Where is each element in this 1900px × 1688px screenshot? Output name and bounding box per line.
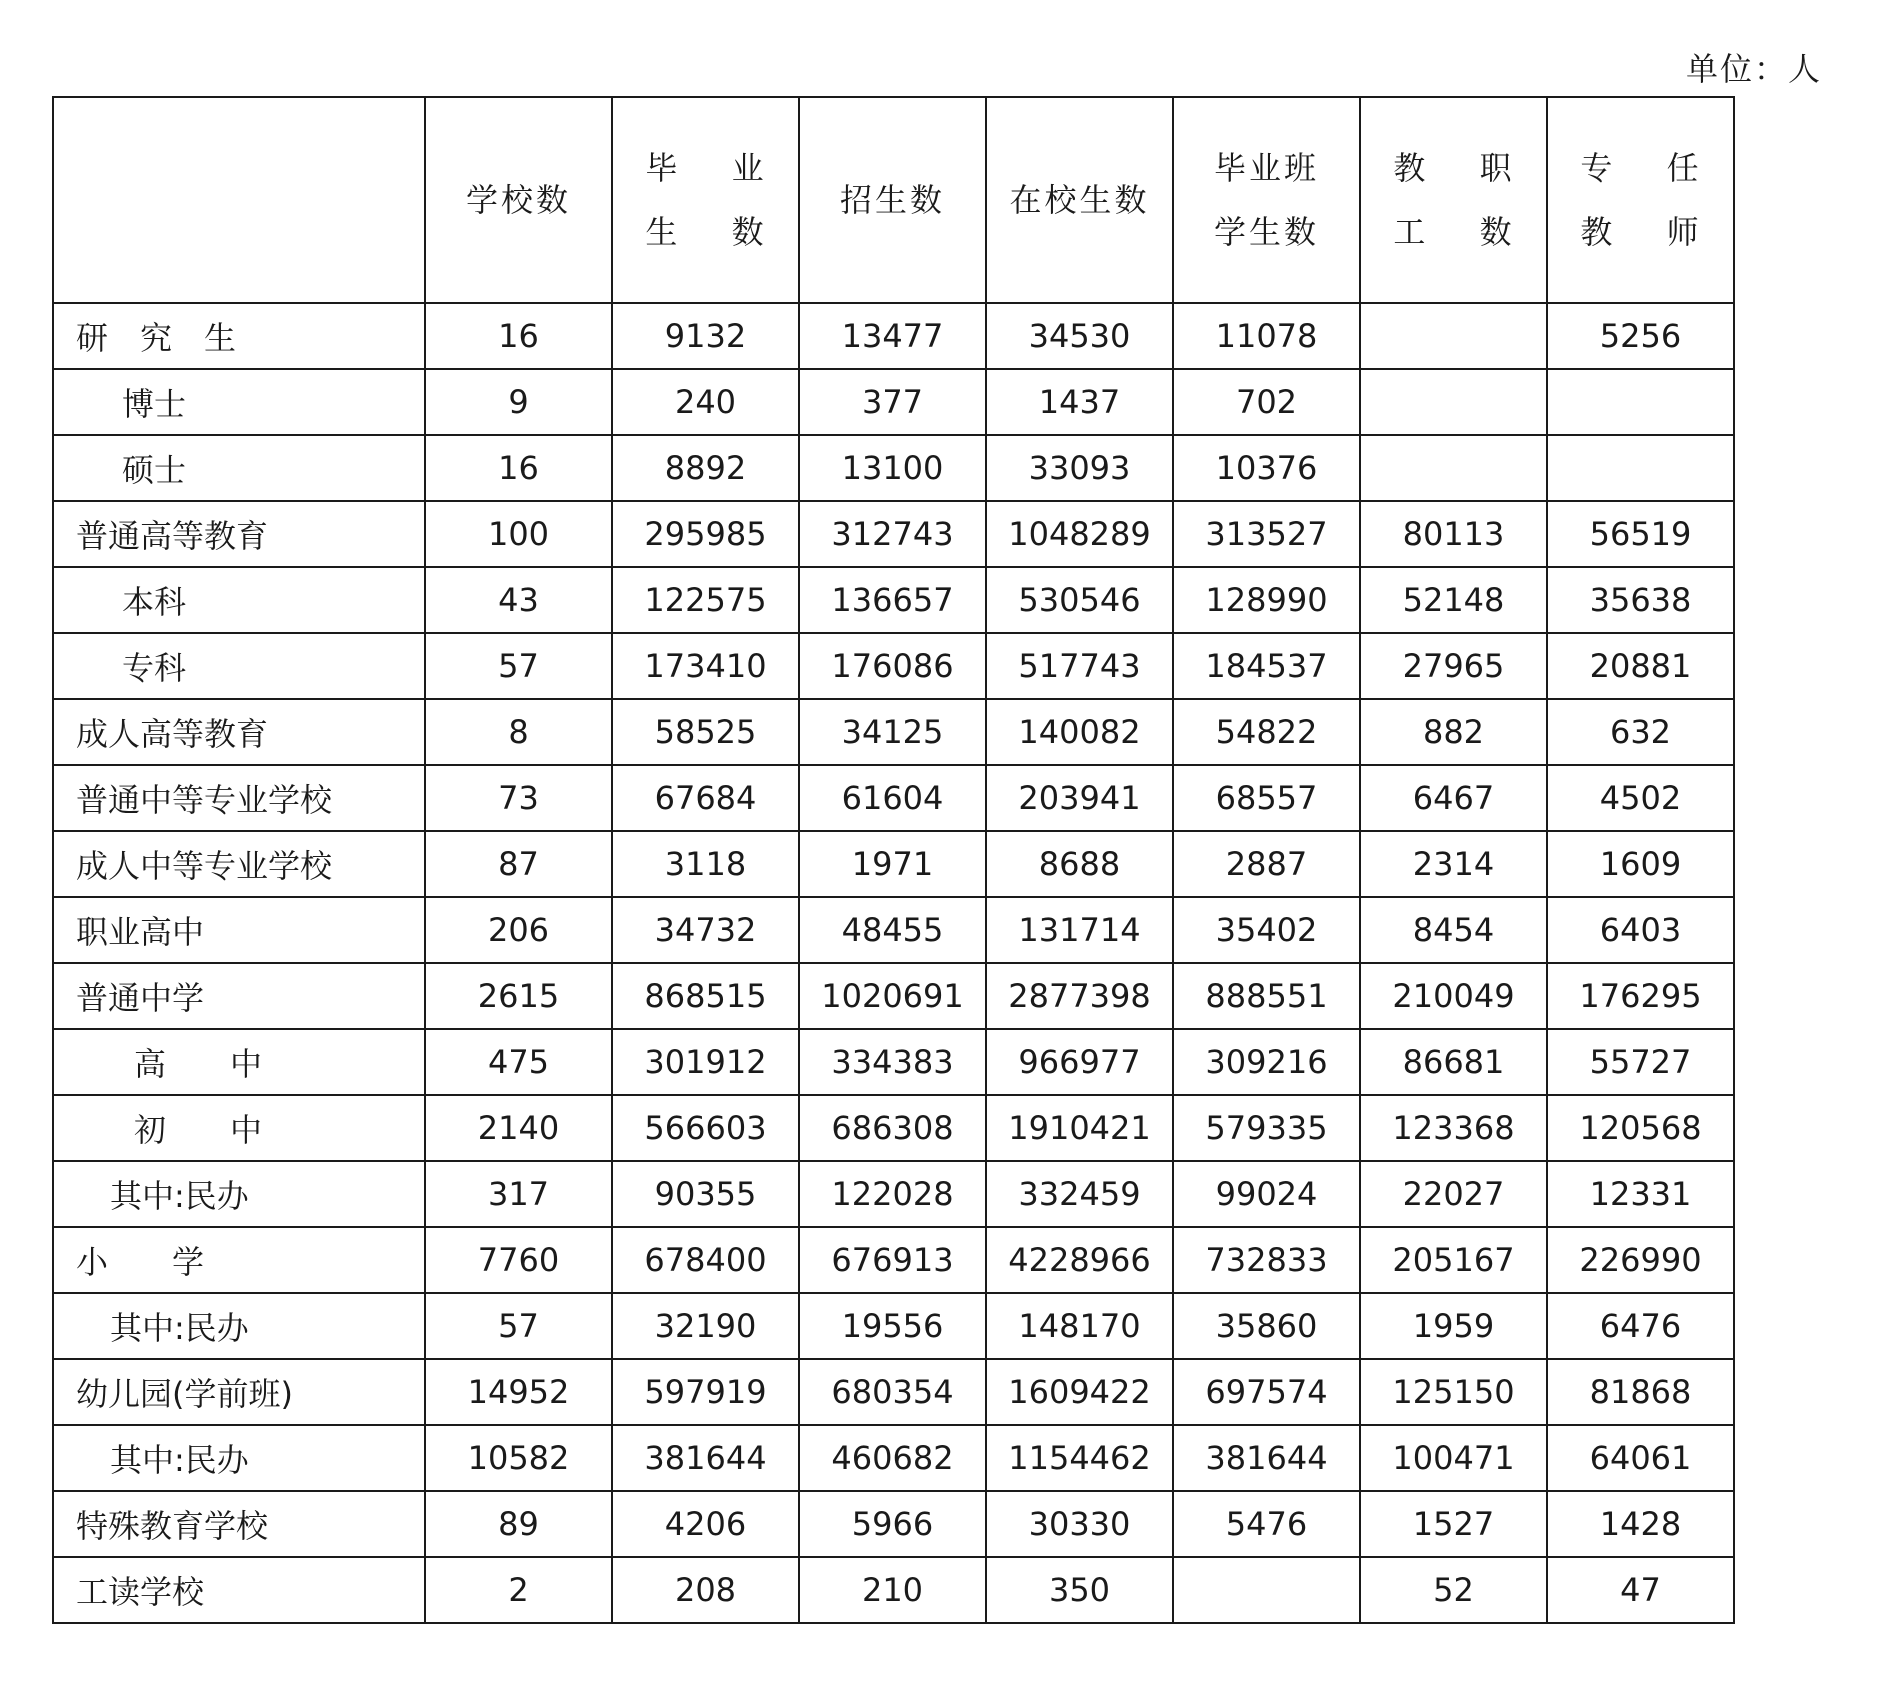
- table-cell: 6403: [1547, 897, 1734, 963]
- unit-label: 单位：人: [1685, 50, 1822, 88]
- table-cell: 8454: [1360, 897, 1547, 963]
- row-label: 研 究 生: [53, 303, 425, 369]
- table-cell: 6467: [1360, 765, 1547, 831]
- row-label: 其中:民办: [53, 1425, 425, 1491]
- table-cell: 2140: [425, 1095, 612, 1161]
- table-cell: 1020691: [799, 963, 986, 1029]
- table-cell: 966977: [986, 1029, 1173, 1095]
- table-cell: 205167: [1360, 1227, 1547, 1293]
- table-cell: 317: [425, 1161, 612, 1227]
- table-cell: 64061: [1547, 1425, 1734, 1491]
- table-cell: 566603: [612, 1095, 799, 1161]
- table-cell: 52: [1360, 1557, 1547, 1623]
- table-row: [53, 1161, 1734, 1227]
- table-cell: 35638: [1547, 567, 1734, 633]
- table-cell: 1609422: [986, 1359, 1173, 1425]
- table-cell: 61604: [799, 765, 986, 831]
- education-statistics-table: [52, 96, 1735, 1624]
- table-cell: 203941: [986, 765, 1173, 831]
- table-cell: 10582: [425, 1425, 612, 1491]
- table-cell: [1547, 369, 1734, 435]
- row-label: 成人高等教育: [53, 699, 425, 765]
- table-cell: 16: [425, 303, 612, 369]
- table-cell: 1971: [799, 831, 986, 897]
- row-label: 专科: [53, 633, 425, 699]
- row-label: 普通中学: [53, 963, 425, 1029]
- table-cell: 350: [986, 1557, 1173, 1623]
- table-cell: 14952: [425, 1359, 612, 1425]
- table-cell: 176086: [799, 633, 986, 699]
- table-cell: 54822: [1173, 699, 1360, 765]
- table-cell: 2887: [1173, 831, 1360, 897]
- header-graduating-class: 毕业班 学生数: [1173, 97, 1360, 303]
- row-label: 小 学: [53, 1227, 425, 1293]
- table-row: [53, 1557, 1734, 1623]
- table-row: [53, 1293, 1734, 1359]
- table-cell: 702: [1173, 369, 1360, 435]
- header-school-count: 学校数: [425, 97, 612, 303]
- table-row: [53, 1491, 1734, 1557]
- table-row: [53, 633, 1734, 699]
- table-cell: 173410: [612, 633, 799, 699]
- table-cell: 301912: [612, 1029, 799, 1095]
- table-cell: 68557: [1173, 765, 1360, 831]
- table-cell: 732833: [1173, 1227, 1360, 1293]
- table-cell: 123368: [1360, 1095, 1547, 1161]
- table-cell: 888551: [1173, 963, 1360, 1029]
- table-cell: 8: [425, 699, 612, 765]
- table-cell: 128990: [1173, 567, 1360, 633]
- table-cell: 90355: [612, 1161, 799, 1227]
- table-cell: 89: [425, 1491, 612, 1557]
- table-cell: 309216: [1173, 1029, 1360, 1095]
- table-cell: 19556: [799, 1293, 986, 1359]
- table-cell: 517743: [986, 633, 1173, 699]
- table-row: [53, 1029, 1734, 1095]
- table-cell: 6476: [1547, 1293, 1734, 1359]
- table-cell: 34530: [986, 303, 1173, 369]
- table-cell: 210049: [1360, 963, 1547, 1029]
- table-cell: 530546: [986, 567, 1173, 633]
- header-enrollment: 招生数: [799, 97, 986, 303]
- table-row: [53, 1425, 1734, 1491]
- table-cell: 295985: [612, 501, 799, 567]
- table-cell: [1360, 369, 1547, 435]
- table-cell: 332459: [986, 1161, 1173, 1227]
- table-cell: 5256: [1547, 303, 1734, 369]
- table-row: [53, 567, 1734, 633]
- table-row: [53, 369, 1734, 435]
- table-cell: 1959: [1360, 1293, 1547, 1359]
- table-cell: 55727: [1547, 1029, 1734, 1095]
- table-cell: 67684: [612, 765, 799, 831]
- table-cell: 176295: [1547, 963, 1734, 1029]
- table-cell: 597919: [612, 1359, 799, 1425]
- table-cell: 8688: [986, 831, 1173, 897]
- table-cell: 882: [1360, 699, 1547, 765]
- row-label: 其中:民办: [53, 1161, 425, 1227]
- table-cell: 10376: [1173, 435, 1360, 501]
- table-cell: 73: [425, 765, 612, 831]
- table-cell: 1910421: [986, 1095, 1173, 1161]
- table-cell: 381644: [612, 1425, 799, 1491]
- table-cell: 122028: [799, 1161, 986, 1227]
- table-cell: 680354: [799, 1359, 986, 1425]
- row-label: 初 中: [53, 1095, 425, 1161]
- table-cell: 125150: [1360, 1359, 1547, 1425]
- table-cell: 100471: [1360, 1425, 1547, 1491]
- table-row: [53, 1227, 1734, 1293]
- table-cell: 99024: [1173, 1161, 1360, 1227]
- row-label: 幼儿园(学前班): [53, 1359, 425, 1425]
- table-cell: 4502: [1547, 765, 1734, 831]
- table-cell: 13100: [799, 435, 986, 501]
- table-cell: 52148: [1360, 567, 1547, 633]
- table-cell: 86681: [1360, 1029, 1547, 1095]
- table-row: [53, 1359, 1734, 1425]
- table-cell: 20881: [1547, 633, 1734, 699]
- table-row: [53, 699, 1734, 765]
- header-row: [53, 97, 1734, 303]
- table-cell: 13477: [799, 303, 986, 369]
- table-cell: 4206: [612, 1491, 799, 1557]
- table-cell: 81868: [1547, 1359, 1734, 1425]
- table-row: [53, 897, 1734, 963]
- table-row: [53, 765, 1734, 831]
- table-cell: 30330: [986, 1491, 1173, 1557]
- table-cell: 11078: [1173, 303, 1360, 369]
- table-row: [53, 831, 1734, 897]
- table-cell: 697574: [1173, 1359, 1360, 1425]
- table-cell: 122575: [612, 567, 799, 633]
- table-cell: 5476: [1173, 1491, 1360, 1557]
- table-cell: 1048289: [986, 501, 1173, 567]
- table-cell: 32190: [612, 1293, 799, 1359]
- table-cell: 7760: [425, 1227, 612, 1293]
- table-cell: 206: [425, 897, 612, 963]
- corner-header: [53, 97, 425, 303]
- row-label: 普通高等教育: [53, 501, 425, 567]
- table-cell: [1360, 303, 1547, 369]
- header-fulltime-teachers: 专 任 教 师: [1547, 97, 1734, 303]
- row-label: 成人中等专业学校: [53, 831, 425, 897]
- table-cell: 1437: [986, 369, 1173, 435]
- table-row: [53, 963, 1734, 1029]
- table-cell: 579335: [1173, 1095, 1360, 1161]
- row-label: 其中:民办: [53, 1293, 425, 1359]
- table-cell: 678400: [612, 1227, 799, 1293]
- row-label: 博士: [53, 369, 425, 435]
- table-cell: 2615: [425, 963, 612, 1029]
- table-row: [53, 303, 1734, 369]
- table-cell: 381644: [1173, 1425, 1360, 1491]
- header-students-in-school: 在校生数: [986, 97, 1173, 303]
- table-cell: 12331: [1547, 1161, 1734, 1227]
- table-cell: 5966: [799, 1491, 986, 1557]
- table-cell: 120568: [1547, 1095, 1734, 1161]
- table-cell: 312743: [799, 501, 986, 567]
- row-label: 工读学校: [53, 1557, 425, 1623]
- table-cell: 43: [425, 567, 612, 633]
- table-cell: 8892: [612, 435, 799, 501]
- table-cell: 35402: [1173, 897, 1360, 963]
- table-cell: 9132: [612, 303, 799, 369]
- row-label: 普通中等专业学校: [53, 765, 425, 831]
- table-cell: 35860: [1173, 1293, 1360, 1359]
- table-cell: 57: [425, 633, 612, 699]
- row-label: 职业高中: [53, 897, 425, 963]
- table-cell: 87: [425, 831, 612, 897]
- table-cell: 208: [612, 1557, 799, 1623]
- table-cell: 4228966: [986, 1227, 1173, 1293]
- row-label: 硕士: [53, 435, 425, 501]
- table-cell: 377: [799, 369, 986, 435]
- header-graduates: 毕 业 生 数: [612, 97, 799, 303]
- table-cell: [1360, 435, 1547, 501]
- table-cell: 58525: [612, 699, 799, 765]
- row-label: 高 中: [53, 1029, 425, 1095]
- table-cell: 210: [799, 1557, 986, 1623]
- table-row: [53, 435, 1734, 501]
- table-cell: 9: [425, 369, 612, 435]
- table-row: [53, 1095, 1734, 1161]
- table-cell: 868515: [612, 963, 799, 1029]
- table-cell: 56519: [1547, 501, 1734, 567]
- header-staff: 教 职 工 数: [1360, 97, 1547, 303]
- table-cell: 2: [425, 1557, 612, 1623]
- table-cell: 33093: [986, 435, 1173, 501]
- table-cell: 47: [1547, 1557, 1734, 1623]
- table-cell: 1154462: [986, 1425, 1173, 1491]
- table-cell: 100: [425, 501, 612, 567]
- table-cell: 1609: [1547, 831, 1734, 897]
- table-cell: 686308: [799, 1095, 986, 1161]
- table-cell: 2877398: [986, 963, 1173, 1029]
- table-cell: 1527: [1360, 1491, 1547, 1557]
- table-body: [53, 303, 1734, 1623]
- table-cell: 48455: [799, 897, 986, 963]
- row-label: 本科: [53, 567, 425, 633]
- table-cell: 34125: [799, 699, 986, 765]
- table-cell: 148170: [986, 1293, 1173, 1359]
- table-cell: 2314: [1360, 831, 1547, 897]
- table-cell: 57: [425, 1293, 612, 1359]
- table-cell: 184537: [1173, 633, 1360, 699]
- table-cell: 131714: [986, 897, 1173, 963]
- table-cell: 475: [425, 1029, 612, 1095]
- table-cell: 16: [425, 435, 612, 501]
- table-cell: [1173, 1557, 1360, 1623]
- table-cell: [1547, 435, 1734, 501]
- table-cell: 27965: [1360, 633, 1547, 699]
- table-cell: 676913: [799, 1227, 986, 1293]
- table-cell: 80113: [1360, 501, 1547, 567]
- table-cell: 34732: [612, 897, 799, 963]
- table-cell: 1428: [1547, 1491, 1734, 1557]
- table-cell: 632: [1547, 699, 1734, 765]
- table-cell: 240: [612, 369, 799, 435]
- table-cell: 460682: [799, 1425, 986, 1491]
- table-row: [53, 501, 1734, 567]
- row-label: 特殊教育学校: [53, 1491, 425, 1557]
- table-cell: 226990: [1547, 1227, 1734, 1293]
- table-cell: 140082: [986, 699, 1173, 765]
- table-cell: 313527: [1173, 501, 1360, 567]
- table-cell: 334383: [799, 1029, 986, 1095]
- table-cell: 136657: [799, 567, 986, 633]
- table-cell: 3118: [612, 831, 799, 897]
- table-cell: 22027: [1360, 1161, 1547, 1227]
